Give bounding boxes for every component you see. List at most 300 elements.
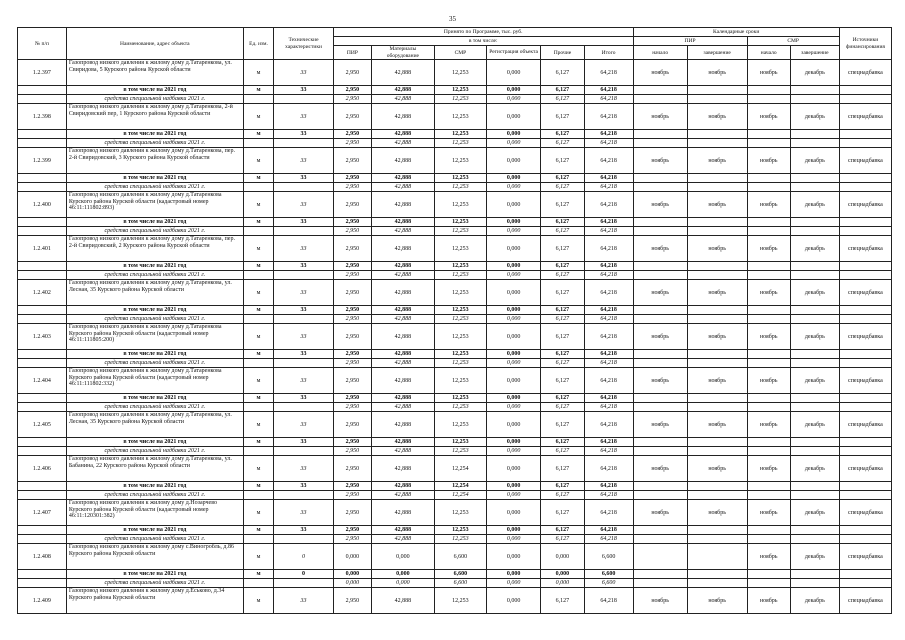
year-row (18, 262, 892, 271)
col-end-smr: завершение (790, 46, 839, 60)
row-mat: 42,888 (371, 192, 434, 218)
row-other: 6,127 (541, 280, 584, 306)
row-smr: 6,600 (434, 544, 486, 570)
year-label: в том числе на 2021 год (66, 482, 243, 491)
row-src: спецнадбавка (839, 456, 891, 482)
fund-empty (18, 139, 67, 148)
fund-value: 42,888 (371, 491, 434, 500)
program-table (17, 27, 892, 614)
col-tech: Технические характеристики (274, 28, 334, 60)
year-empty (790, 174, 839, 183)
row-e2: декабрь (790, 236, 839, 262)
row-tech: 33 (274, 456, 334, 482)
row-e1: ноябрь (687, 500, 747, 526)
year-value: 42,888 (371, 130, 434, 139)
year-value: 12,253 (434, 306, 486, 315)
year-empty (633, 262, 687, 271)
year-unit: м (243, 130, 273, 139)
year-empty (747, 262, 790, 271)
fund-empty (243, 535, 273, 544)
row-reg: 0,000 (486, 104, 540, 130)
year-tech: 33 (274, 526, 334, 535)
row-tech: 0 (274, 544, 334, 570)
fund-empty (243, 447, 273, 456)
year-value: 2,950 (333, 130, 371, 139)
fund-empty (633, 227, 687, 236)
fund-label: средства специальной надбавки 2021 г. (66, 271, 243, 280)
year-empty (790, 526, 839, 535)
year-value: 2,950 (333, 218, 371, 227)
row-id: 1.2.401 (18, 236, 67, 262)
row-id: 1.2.397 (18, 60, 67, 86)
row-unit: м (243, 104, 273, 130)
year-value: 64,218 (584, 86, 633, 95)
year-empty (839, 350, 891, 359)
row-s2: ноябрь (747, 588, 790, 614)
fund-empty (687, 227, 747, 236)
row-mat: 0,000 (371, 544, 434, 570)
year-value: 6,127 (541, 438, 584, 447)
row-unit: м (243, 500, 273, 526)
row-other: 6,127 (541, 456, 584, 482)
year-empty (839, 174, 891, 183)
fund-label: средства специальной надбавки 2021 г. (66, 579, 243, 588)
fund-empty (18, 447, 67, 456)
year-value: 6,127 (541, 262, 584, 271)
fund-row (18, 315, 892, 324)
year-value: 2,950 (333, 262, 371, 271)
year-empty (839, 130, 891, 139)
fund-value: 0,000 (486, 579, 540, 588)
year-value: 6,127 (541, 218, 584, 227)
row-e2: декабрь (790, 368, 839, 394)
fund-value: 0,000 (486, 271, 540, 280)
fund-value: 0,000 (371, 579, 434, 588)
col-incl: в том числе: (333, 37, 633, 46)
year-empty (747, 218, 790, 227)
fund-value: 64,218 (584, 183, 633, 192)
fund-empty (839, 403, 891, 412)
row-reg: 0,000 (486, 500, 540, 526)
fund-empty (747, 535, 790, 544)
fund-label: средства специальной надбавки 2021 г. (66, 139, 243, 148)
fund-empty (274, 227, 334, 236)
row-tech: 33 (274, 60, 334, 86)
year-empty (687, 438, 747, 447)
year-unit: м (243, 482, 273, 491)
year-value: 0,000 (486, 130, 540, 139)
fund-empty (747, 139, 790, 148)
row-other: 0,000 (541, 544, 584, 570)
row-smr: 12,253 (434, 368, 486, 394)
fund-value: 64,218 (584, 95, 633, 104)
year-value: 42,888 (371, 438, 434, 447)
year-value: 6,127 (541, 174, 584, 183)
year-value: 0,000 (333, 570, 371, 579)
fund-value: 2,950 (333, 183, 371, 192)
year-value: 42,888 (371, 306, 434, 315)
fund-value: 12,253 (434, 183, 486, 192)
fund-value: 12,254 (434, 491, 486, 500)
fund-value: 64,218 (584, 403, 633, 412)
year-value: 0,000 (486, 482, 540, 491)
year-row (18, 350, 892, 359)
year-value: 12,253 (434, 526, 486, 535)
fund-empty (747, 403, 790, 412)
year-empty (633, 130, 687, 139)
row-smr: 12,253 (434, 192, 486, 218)
row-unit: м (243, 588, 273, 614)
year-value: 0,000 (371, 570, 434, 579)
row-e1: ноябрь (687, 588, 747, 614)
year-empty (839, 218, 891, 227)
row-name: Газопровод низкого давления к жилому дому д.Татаренкова, ул. Лесная, 35 Курского района Курской области (66, 280, 243, 306)
page-number: 35 (449, 15, 456, 23)
row-id: 1.2.399 (18, 148, 67, 174)
fund-label: средства специальной надбавки 2021 г. (66, 183, 243, 192)
fund-empty (243, 95, 273, 104)
fund-value: 0,000 (486, 403, 540, 412)
fund-value: 0,000 (486, 139, 540, 148)
row-mat: 42,888 (371, 456, 434, 482)
year-empty (18, 438, 67, 447)
row-total: 64,218 (584, 60, 633, 86)
row-smr: 12,253 (434, 588, 486, 614)
year-tech: 33 (274, 130, 334, 139)
row-pir: 2,950 (333, 368, 371, 394)
fund-empty (790, 95, 839, 104)
year-value: 42,888 (371, 350, 434, 359)
year-empty (839, 262, 891, 271)
fund-empty (839, 535, 891, 544)
year-value: 2,950 (333, 526, 371, 535)
row-s2: ноябрь (747, 412, 790, 438)
row-s1: ноябрь (633, 324, 687, 350)
year-empty (790, 306, 839, 315)
table-header (18, 28, 892, 60)
year-row (18, 482, 892, 491)
row-id: 1.2.409 (18, 588, 67, 614)
row-e2: декабрь (790, 544, 839, 570)
row-s2: ноябрь (747, 368, 790, 394)
fund-empty (243, 315, 273, 324)
row-mat: 42,888 (371, 412, 434, 438)
row-e2: декабрь (790, 60, 839, 86)
year-value: 42,888 (371, 394, 434, 403)
row-smr: 12,253 (434, 412, 486, 438)
fund-value: 2,950 (333, 227, 371, 236)
row-src: спецнадбавка (839, 236, 891, 262)
fund-empty (687, 579, 747, 588)
table-row (18, 60, 892, 86)
fund-empty (790, 491, 839, 500)
row-total: 64,218 (584, 456, 633, 482)
year-unit: м (243, 394, 273, 403)
fund-empty (633, 183, 687, 192)
table-row (18, 588, 892, 614)
fund-value: 12,253 (434, 315, 486, 324)
row-tech: 33 (274, 192, 334, 218)
row-unit: м (243, 60, 273, 86)
row-e1: ноябрь (687, 148, 747, 174)
fund-empty (747, 227, 790, 236)
year-label: в том числе на 2021 год (66, 394, 243, 403)
year-value: 6,127 (541, 130, 584, 139)
year-label: в том числе на 2021 год (66, 526, 243, 535)
year-empty (839, 394, 891, 403)
row-s1: ноябрь (633, 456, 687, 482)
fund-value: 42,888 (371, 359, 434, 368)
year-label: в том числе на 2021 год (66, 174, 243, 183)
year-empty (839, 482, 891, 491)
year-row (18, 570, 892, 579)
year-value: 0,000 (486, 526, 540, 535)
fund-empty (687, 403, 747, 412)
row-other: 6,127 (541, 148, 584, 174)
row-s2: ноябрь (747, 500, 790, 526)
table-row (18, 104, 892, 130)
fund-value: 64,218 (584, 535, 633, 544)
fund-value: 6,127 (541, 139, 584, 148)
year-empty (687, 130, 747, 139)
row-total: 64,218 (584, 412, 633, 438)
fund-value: 6,127 (541, 95, 584, 104)
fund-value: 6,127 (541, 359, 584, 368)
col-num: № п/п (18, 28, 67, 60)
row-e1: ноябрь (687, 456, 747, 482)
year-row (18, 86, 892, 95)
row-other: 6,127 (541, 412, 584, 438)
year-value: 64,218 (584, 218, 633, 227)
col-start-smr: начало (747, 46, 790, 60)
fund-empty (747, 95, 790, 104)
fund-empty (274, 271, 334, 280)
row-name: Газопровод низкого давления к жилому дому д.Татаренкова, ул. Свиридова, 5 Курского района Курской области (66, 60, 243, 86)
col-source: Источники финансирования (839, 28, 891, 60)
fund-empty (633, 403, 687, 412)
fund-empty (274, 359, 334, 368)
year-empty (790, 86, 839, 95)
year-empty (18, 130, 67, 139)
row-e1: ноябрь (687, 280, 747, 306)
row-total: 64,218 (584, 324, 633, 350)
year-tech: 33 (274, 394, 334, 403)
fund-empty (747, 315, 790, 324)
year-value: 0,000 (541, 570, 584, 579)
year-empty (687, 86, 747, 95)
fund-value: 6,600 (434, 579, 486, 588)
fund-empty (790, 271, 839, 280)
fund-empty (18, 535, 67, 544)
year-tech: 33 (274, 262, 334, 271)
year-value: 0,000 (486, 86, 540, 95)
year-value: 64,218 (584, 130, 633, 139)
row-src: спецнадбавка (839, 588, 891, 614)
fund-empty (243, 227, 273, 236)
fund-value: 2,950 (333, 447, 371, 456)
row-e1: ноябрь (687, 412, 747, 438)
year-value: 12,253 (434, 86, 486, 95)
row-pir: 2,950 (333, 324, 371, 350)
fund-value: 42,888 (371, 271, 434, 280)
row-tech: 33 (274, 368, 334, 394)
year-empty (790, 218, 839, 227)
row-s2: ноябрь (747, 192, 790, 218)
row-e2: декабрь (790, 588, 839, 614)
row-other: 6,127 (541, 588, 584, 614)
row-s1: ноябрь (633, 500, 687, 526)
year-tech: 33 (274, 438, 334, 447)
year-empty (747, 306, 790, 315)
row-s1: ноябрь (633, 60, 687, 86)
fund-value: 2,950 (333, 271, 371, 280)
row-unit: м (243, 368, 273, 394)
year-value: 6,127 (541, 86, 584, 95)
row-src: спецнадбавка (839, 412, 891, 438)
fund-empty (839, 139, 891, 148)
year-row (18, 174, 892, 183)
fund-value: 0,000 (486, 447, 540, 456)
year-empty (633, 350, 687, 359)
year-empty (839, 306, 891, 315)
fund-empty (747, 579, 790, 588)
row-s1: ноябрь (633, 368, 687, 394)
col-total: Итого (584, 46, 633, 60)
year-value: 42,888 (371, 86, 434, 95)
fund-value: 12,253 (434, 271, 486, 280)
row-other: 6,127 (541, 104, 584, 130)
row-total: 6,600 (584, 544, 633, 570)
row-other: 6,127 (541, 236, 584, 262)
fund-empty (274, 535, 334, 544)
year-value: 42,888 (371, 526, 434, 535)
year-label: в том числе на 2021 год (66, 438, 243, 447)
row-reg: 0,000 (486, 280, 540, 306)
fund-empty (243, 271, 273, 280)
year-value: 0,000 (486, 394, 540, 403)
row-reg: 0,000 (486, 368, 540, 394)
fund-empty (790, 359, 839, 368)
row-total: 64,218 (584, 192, 633, 218)
year-empty (790, 394, 839, 403)
fund-value: 2,950 (333, 139, 371, 148)
fund-empty (633, 447, 687, 456)
fund-value: 6,127 (541, 535, 584, 544)
table-row (18, 368, 892, 394)
fund-empty (790, 183, 839, 192)
row-mat: 42,888 (371, 280, 434, 306)
year-value: 64,218 (584, 350, 633, 359)
fund-empty (633, 491, 687, 500)
row-mat: 42,888 (371, 588, 434, 614)
fund-empty (243, 183, 273, 192)
year-tech: 33 (274, 86, 334, 95)
row-src: спецнадбавка (839, 324, 891, 350)
row-smr: 12,253 (434, 280, 486, 306)
row-name: Газопровод низкого давления к жилому дому д.Татаренкова, пер. 2-й Свиридовский, 3 Курского района Курской области (66, 148, 243, 174)
year-value: 42,888 (371, 482, 434, 491)
year-value: 42,888 (371, 218, 434, 227)
fund-value: 2,950 (333, 491, 371, 500)
fund-empty (687, 271, 747, 280)
year-empty (687, 570, 747, 579)
year-empty (747, 482, 790, 491)
fund-label: средства специальной надбавки 2021 г. (66, 403, 243, 412)
year-value: 2,950 (333, 350, 371, 359)
fund-value: 6,127 (541, 491, 584, 500)
row-mat: 42,888 (371, 60, 434, 86)
row-e2: декабрь (790, 456, 839, 482)
fund-empty (747, 271, 790, 280)
row-e1: ноябрь (687, 192, 747, 218)
year-row (18, 306, 892, 315)
row-src: спецнадбавка (839, 148, 891, 174)
year-empty (633, 306, 687, 315)
year-value: 6,127 (541, 306, 584, 315)
row-s1: ноябрь (633, 280, 687, 306)
fund-empty (274, 95, 334, 104)
year-value: 6,127 (541, 482, 584, 491)
fund-value: 0,000 (486, 535, 540, 544)
row-smr: 12,254 (434, 456, 486, 482)
year-value: 64,218 (584, 438, 633, 447)
row-src: спецнадбавка (839, 192, 891, 218)
year-tech: 33 (274, 174, 334, 183)
year-unit: м (243, 86, 273, 95)
year-empty (687, 174, 747, 183)
year-value: 6,127 (541, 350, 584, 359)
year-value: 0,000 (486, 438, 540, 447)
col-cal-pir: ПИР (633, 37, 747, 46)
fund-label: средства специальной надбавки 2021 г. (66, 95, 243, 104)
fund-empty (243, 579, 273, 588)
year-value: 6,600 (434, 570, 486, 579)
fund-value: 2,950 (333, 403, 371, 412)
fund-label: средства специальной надбавки 2021 г. (66, 491, 243, 500)
year-tech: 33 (274, 306, 334, 315)
row-mat: 42,888 (371, 324, 434, 350)
fund-label: средства специальной надбавки 2021 г. (66, 535, 243, 544)
year-empty (790, 262, 839, 271)
fund-empty (790, 227, 839, 236)
row-mat: 42,888 (371, 368, 434, 394)
row-reg: 0,000 (486, 588, 540, 614)
fund-empty (274, 139, 334, 148)
fund-empty (839, 183, 891, 192)
year-value: 0,000 (486, 350, 540, 359)
fund-value: 6,127 (541, 183, 584, 192)
row-tech: 33 (274, 500, 334, 526)
fund-empty (18, 359, 67, 368)
year-label: в том числе на 2021 год (66, 86, 243, 95)
fund-empty (790, 447, 839, 456)
fund-value: 12,253 (434, 227, 486, 236)
year-unit: м (243, 218, 273, 227)
fund-value: 64,218 (584, 227, 633, 236)
row-unit: м (243, 192, 273, 218)
fund-empty (18, 271, 67, 280)
fund-empty (839, 491, 891, 500)
fund-row (18, 579, 892, 588)
row-s1: ноябрь (633, 236, 687, 262)
fund-value: 12,253 (434, 95, 486, 104)
row-s2: ноябрь (747, 324, 790, 350)
row-smr: 12,253 (434, 104, 486, 130)
row-s1: ноябрь (633, 192, 687, 218)
fund-value: 42,888 (371, 535, 434, 544)
fund-empty (839, 227, 891, 236)
row-e2: декабрь (790, 412, 839, 438)
